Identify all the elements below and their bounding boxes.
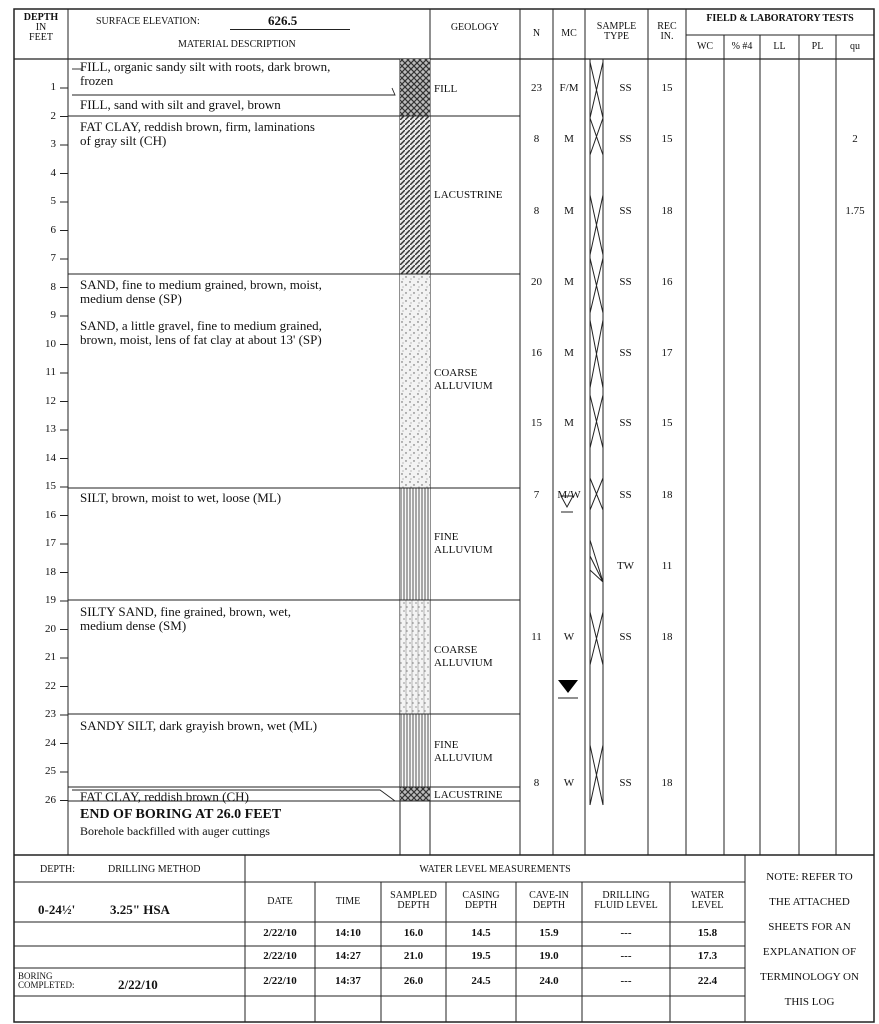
sample-mc: M [564,133,574,145]
depth-tick-label: 10 [45,337,56,350]
water-date: 2/22/10 [263,975,297,987]
ll-header: LL [773,41,786,52]
geology-alluvium-1: ALLUVIUM [434,380,493,392]
col-water-1: WATER [690,890,725,901]
depth-header: DEPTH [23,12,59,23]
depth-tick-label: 8 [50,280,56,293]
col-casing-1: CASING [462,890,500,901]
depth-tick-label: 16 [45,508,56,521]
desc-sandy-silt: SANDY SILT, dark grayish brown, wet (ML) [80,718,318,733]
depth-tick-label: 19 [45,594,56,606]
sample-n: 20 [531,276,542,288]
depth-tick-label: 24 [45,736,56,749]
geology-alluvium-4: ALLUVIUM [434,752,493,764]
sample-mc: M [564,417,574,429]
sample-header: SAMPLE [596,21,637,32]
pct4-header: % #4 [731,41,753,52]
sample-rec: 15 [661,82,673,94]
desc-end-of-boring: END OF BORING AT 26.0 FEET [80,807,282,822]
desc-fill-organic-2: frozen [80,73,114,88]
depth-tick-label: 21 [45,651,56,663]
depth-tick-label: 14 [45,451,56,464]
geology-alluvium-3: ALLUVIUM [434,657,493,669]
sample-rec: 18 [661,631,673,643]
sample-mc: W [563,631,575,643]
sample-type: SS [619,347,632,359]
sample-rec: 17 [661,347,673,359]
sample-mc: M/W [557,489,581,501]
n-header: N [532,28,541,39]
sample-rec: 18 [661,489,673,501]
desc-silt: SILT, brown, moist to wet, loose (ML) [80,490,282,505]
water-fluid: --- [620,927,632,939]
desc-sand-2b: brown, moist, lens of fat clay at about 13' (SP) [80,332,322,347]
desc-silty-sand: SILTY SAND, fine grained, brown, wet, [80,604,291,619]
field-lab-tests-header: FIELD & LABORATORY TESTS [706,13,854,24]
water-sampled: 26.0 [403,975,424,987]
water-cavein: 15.9 [539,927,559,939]
depth-tick-label: 13 [45,423,56,435]
sample-rec: 18 [661,777,673,789]
col-drilling-1: DRILLING [602,890,650,901]
footer-completed-label: COMPLETED: [18,980,75,990]
geology-coarse-2: COARSE [434,644,478,656]
mc-header: MC [561,28,577,39]
water-time: 14:27 [335,950,361,962]
sample-n: 23 [531,82,542,94]
depth-tick-label: 4 [50,166,56,179]
sample-type: SS [619,489,632,501]
sample-rec: 16 [661,276,673,288]
material-description-header: MATERIAL DESCRIPTION [178,39,296,50]
geology-lacustrine: LACUSTRINE [434,189,503,201]
sample-type: SS [619,82,632,94]
qu-value: 2 [852,133,858,145]
depth-tick-label: 6 [50,223,56,236]
water-level-title: WATER LEVEL MEASUREMENTS [419,864,571,875]
depth-tick-label: 12 [45,394,56,407]
depth-tick-label: 9 [50,309,56,321]
desc-fill-organic: FILL, organic sandy silt with roots, dark brown, [80,59,331,74]
sample-type: TW [616,560,635,572]
wc-header: WC [696,41,714,52]
sample-n: 15 [531,417,542,429]
sample-n: 7 [533,489,540,501]
geology-fill: FILL [434,83,458,95]
desc-fat-clay-bottom: FAT CLAY, reddish brown (CH) [80,789,249,804]
water-casing: 24.5 [471,975,491,987]
water-time: 14:37 [335,975,361,987]
footer-drilling-method: 3.25" HSA [110,902,170,917]
water-cavein: 24.0 [539,975,559,987]
depth-tick-label: 15 [45,480,56,492]
col-drilling-2: FLUID LEVEL [594,900,658,911]
geology-fine-1: FINE [434,531,459,543]
sample-type: SS [619,276,632,288]
sample-mc: F/M [559,82,579,94]
desc-sand-1: SAND, fine to medium grained, brown, moist, [80,277,322,292]
col-sampled-1: SAMPLED [390,890,437,901]
type-header: TYPE [604,31,629,42]
note-line: EXPLANATION OF [762,946,857,958]
col-cavein-1: CAVE-IN [529,890,569,901]
geology-lacustrine-2: LACUSTRINE [434,789,503,801]
geology-fine-2: FINE [434,739,459,751]
col-casing-2: DEPTH [464,900,498,911]
col-cavein-2: DEPTH [532,900,566,911]
rec-in-header: IN. [660,31,674,42]
depth-tick-label: 20 [45,622,56,635]
depth-tick-label: 26 [45,793,56,806]
desc-fill-sand: FILL, sand with silt and gravel, brown [80,97,281,112]
col-water-2: LEVEL [691,900,724,911]
water-time: 14:10 [335,927,361,939]
desc-backfill: Borehole backfilled with auger cuttings [80,824,270,838]
sample-n: 16 [531,347,542,359]
water-casing: 14.5 [471,927,491,939]
sample-n: 8 [533,777,540,789]
geology-header: GEOLOGY [450,22,500,33]
note-line: THIS LOG [784,996,835,1008]
qu-header: qu [850,41,860,52]
sample-rec: 11 [661,560,673,572]
depth-feet-header: FEET [29,32,53,43]
desc-fat-clay-2: of gray silt (CH) [80,133,167,148]
water-level: 17.3 [697,950,718,962]
water-casing: 19.5 [471,950,491,962]
depth-tick-label: 17 [45,537,56,549]
sample-mc: M [564,276,574,288]
water-sampled: 16.0 [403,927,424,939]
note-line: NOTE: REFER TO [766,871,853,883]
water-date: 2/22/10 [263,927,297,939]
water-date: 2/22/10 [263,950,297,962]
geology-alluvium-2: ALLUVIUM [434,544,493,556]
sample-type: SS [619,417,632,429]
col-date: DATE [267,896,293,907]
water-sampled: 21.0 [403,950,424,962]
water-fluid: --- [620,975,632,987]
depth-tick-label: 23 [45,708,56,720]
note-line: SHEETS FOR AN [768,921,851,933]
sample-n: 8 [533,133,540,145]
depth-tick-label: 3 [50,138,56,150]
note-line: TERMINOLOGY ON [760,971,859,983]
sample-rec: 15 [661,133,673,145]
footer-depth-range: 0-24½' [38,902,76,917]
desc-sand-2: SAND, a little gravel, fine to medium grained, [80,318,322,333]
depth-tick-label: 1 [50,81,56,93]
surface-elevation-label: SURFACE ELEVATION: [96,16,200,27]
depth-in-header: IN [35,22,47,33]
col-sampled-2: DEPTH [397,900,430,911]
geology-coarse-1: COARSE [434,367,478,379]
depth-tick-label: 2 [50,109,56,122]
footer-drilling-method-label: DRILLING METHOD [108,864,201,875]
desc-silty-sand-2: medium dense (SM) [80,618,187,633]
elevation-underline [230,29,350,30]
depth-tick-label: 7 [50,252,56,264]
sample-n: 8 [533,205,540,217]
col-time: TIME [335,896,361,907]
footer-boring-label: BORING [18,971,53,981]
sample-type: SS [619,777,632,789]
depth-tick-label: 18 [45,565,56,578]
note-line: THE ATTACHED [769,896,850,908]
surface-elevation-value: 626.5 [268,13,298,28]
sample-rec: 18 [661,205,673,217]
sample-mc: M [564,347,574,359]
sample-n: 11 [531,631,542,643]
water-level: 15.8 [697,927,718,939]
qu-value: 1.75 [845,205,865,217]
depth-tick-label: 22 [45,679,56,692]
water-cavein: 19.0 [539,950,559,962]
sample-type: SS [619,205,632,217]
desc-sand-1b: medium dense (SP) [80,291,182,306]
sample-mc: W [563,777,575,789]
pl-header: PL [811,41,824,52]
sample-mc: M [564,205,574,217]
sample-type: SS [619,631,632,643]
depth-tick-label: 11 [45,366,56,378]
water-level: 22.4 [697,975,718,987]
sample-type: SS [619,133,632,145]
footer-completed-date: 2/22/10 [118,977,158,992]
depth-tick-label: 25 [45,765,56,777]
rec-header: REC [657,21,677,32]
depth-tick-label: 5 [50,195,56,207]
footer-depth-label: DEPTH: [40,864,75,875]
water-fluid: --- [620,950,632,962]
sample-rec: 15 [661,417,673,429]
desc-fat-clay: FAT CLAY, reddish brown, firm, laminations [80,119,315,134]
